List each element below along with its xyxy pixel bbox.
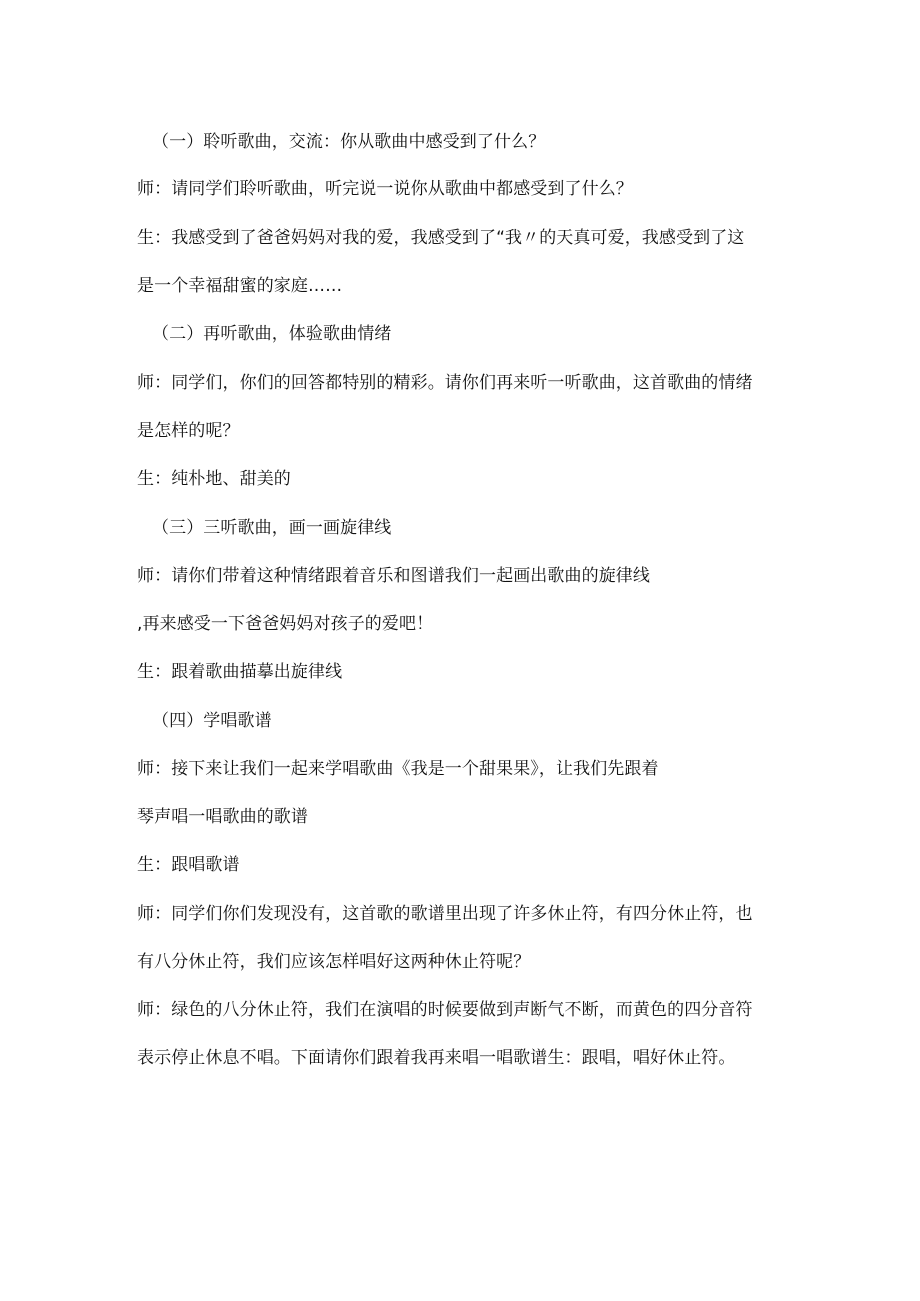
teacher-line-3-cont: ,再来感受一下爸爸妈妈对孩子的爱吧！: [137, 614, 434, 634]
teacher-line-4-cont: 琴声唱一唱歌曲的歌谱: [137, 807, 308, 827]
section-heading-4: （四）学唱歌谱: [152, 711, 272, 731]
section-heading-3: （三）三听歌曲，画一画旋律线: [152, 518, 392, 538]
teacher-line-6-cont: 表示停止休息不唱。下面请你们跟着我再来唱一唱歌谱生：跟唱，唱好休止符。: [137, 1048, 736, 1068]
teacher-line-1: 师：请同学们聆听歌曲，听完说一说你从歌曲中都感受到了什么？: [137, 179, 633, 199]
teacher-line-5-cont: 有八分休止符，我们应该怎样唱好这两种休止符呢？: [137, 952, 531, 972]
teacher-line-5: 师：同学们你们发现没有，这首歌的歌谱里出现了许多休止符，有四分休止符，也: [137, 904, 753, 924]
teacher-line-6: 师：绿色的八分休止符，我们在演唱的时候要做到声断气不断，而黄色的四分音符: [137, 1000, 753, 1020]
student-line-1-cont: 是一个幸福甜蜜的家庭……: [137, 276, 343, 296]
student-line-4: 生：跟唱歌谱: [137, 855, 240, 875]
student-line-1: 生：我感受到了爸爸妈妈对我的爱，我感受到了“我〃的天真可爱，我感受到了这: [137, 228, 745, 248]
teacher-line-3: 师：请你们带着这种情绪跟着音乐和图谱我们一起画出歌曲的旋律线: [137, 566, 650, 586]
section-heading-1: （一）聆听歌曲，交流：你从歌曲中感受到了什么？: [152, 132, 546, 152]
teacher-line-2: 师：同学们，你们的回答都特别的精彩。请你们再来听一听歌曲，这首歌曲的情绪: [137, 373, 753, 393]
section-heading-2: （二）再听歌曲，体验歌曲情绪: [152, 324, 392, 344]
student-line-2: 生：纯朴地、甜美的: [137, 469, 291, 489]
teacher-line-4: 师：接下来让我们一起来学唱歌曲《我是一个甜果果》，让我们先跟着: [137, 759, 659, 779]
student-line-3: 生：跟着歌曲描摹出旋律线: [137, 662, 343, 682]
teacher-line-2-cont: 是怎样的呢？: [137, 421, 240, 441]
